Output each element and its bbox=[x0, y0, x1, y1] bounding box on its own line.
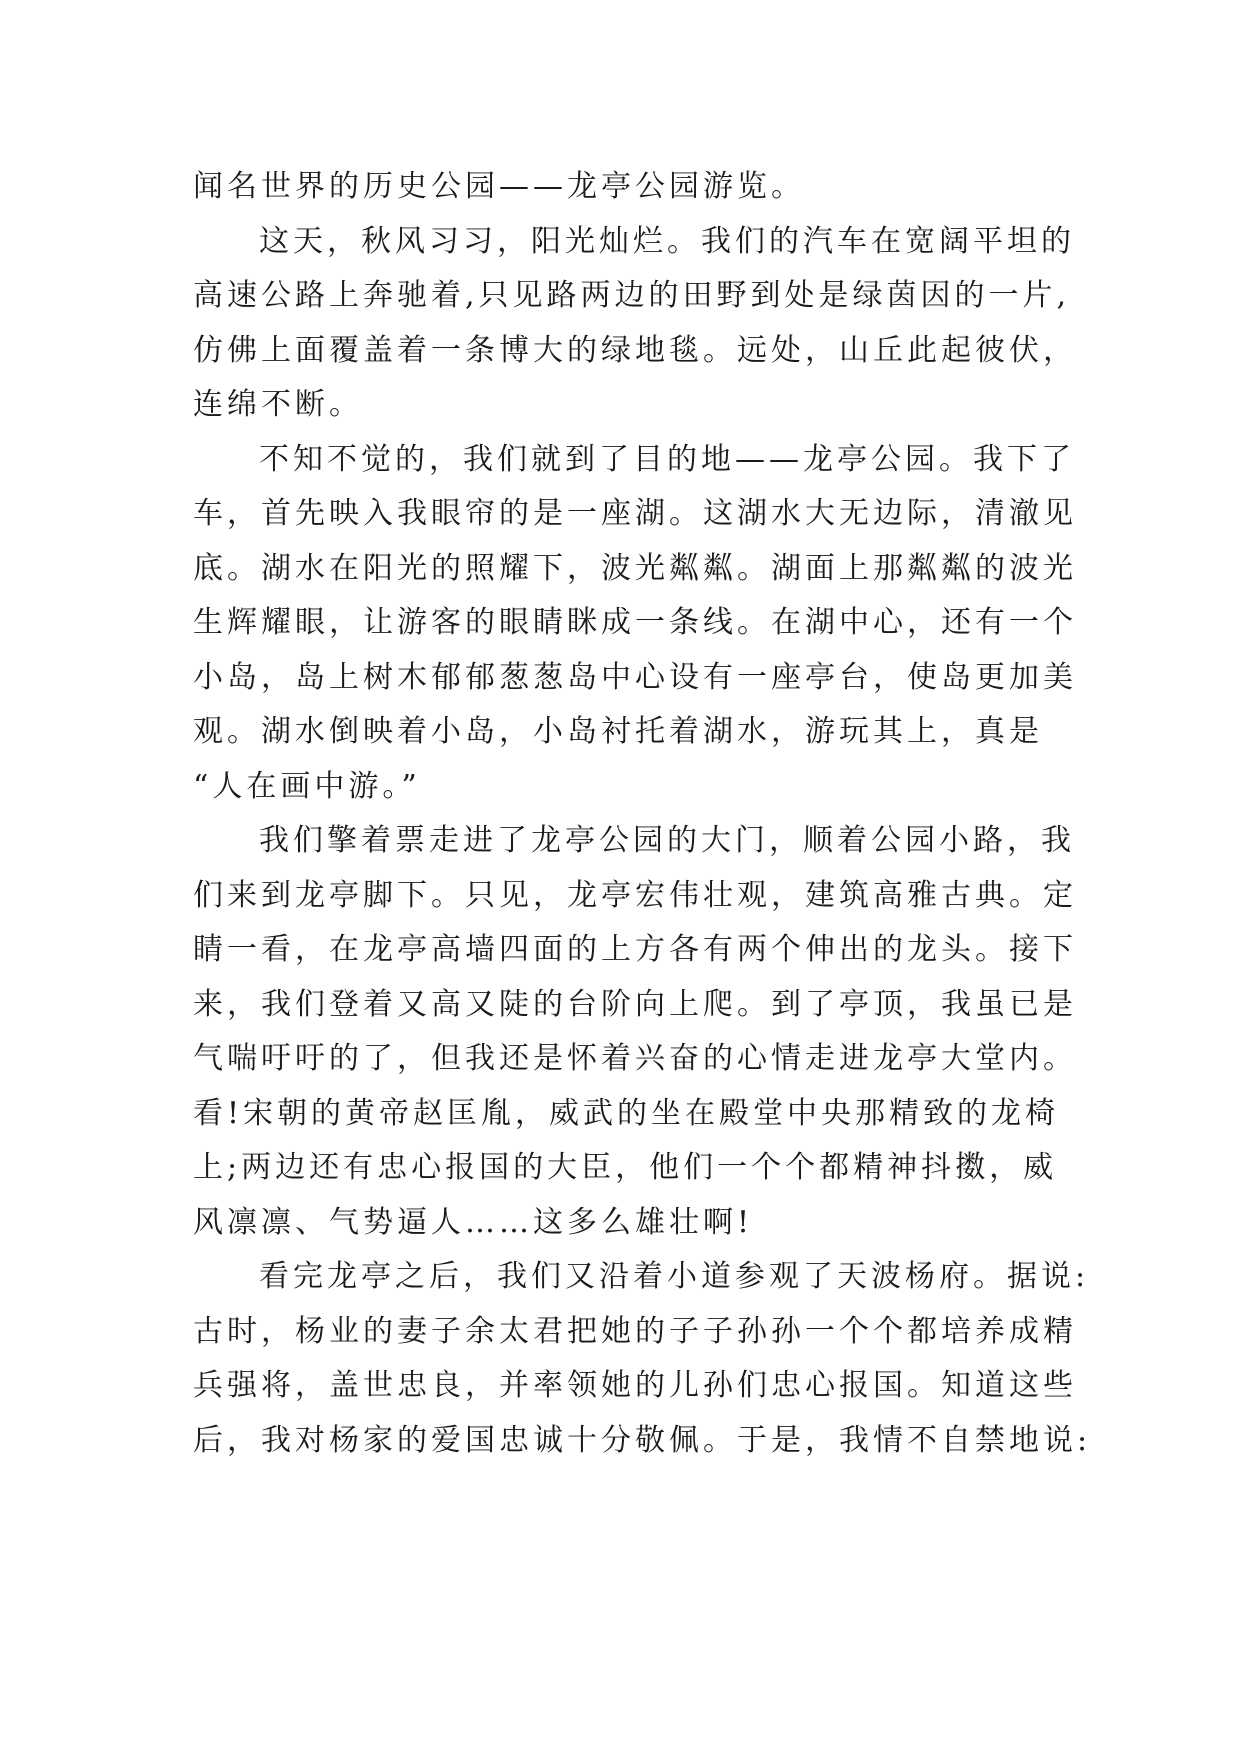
text-line: 车，首先映入我眼帘的是一座湖。这湖水大无边际，清澈见 bbox=[193, 496, 1077, 531]
text-line: 生辉耀眼，让游客的眼睛眯成一条线。在湖中心，还有一个 bbox=[193, 605, 1077, 640]
text-line: 仿佛上面覆盖着一条博大的绿地毯。远处，山丘此起彼伏， bbox=[193, 332, 1077, 368]
text-line: 底。湖水在阳光的照耀下，波光粼粼。湖面上那粼粼的波光 bbox=[193, 550, 1077, 586]
text-line: “人在画中游。” bbox=[193, 768, 421, 804]
text-line: 观。湖水倒映着小岛，小岛衬托着湖水，游玩其上，真是 bbox=[193, 714, 1043, 749]
text-line: 小岛，岛上树木郁郁葱葱岛中心设有一座亭台，使岛更加美 bbox=[193, 659, 1077, 695]
paragraph-first-line: 看完龙亭之后，我们又沿着小道参观了天波杨府。据说: bbox=[259, 1259, 1090, 1294]
paragraph-first-line: 不知不觉的，我们就到了目的地——龙亭公园。我下了 bbox=[259, 441, 1075, 477]
text-line: 来，我们登着又高又陡的台阶向上爬。到了亭顶，我虽已是 bbox=[193, 986, 1077, 1022]
text-line: 看!宋朝的黄帝赵匡胤，威武的坐在殿堂中央那精致的龙椅 bbox=[193, 1095, 1060, 1131]
text-line: 上;两边还有忠心报国的大臣，他们一个个都精神抖擞，威 bbox=[193, 1150, 1058, 1185]
paragraph-first-line: 这天，秋风习习，阳光灿烂。我们的汽车在宽阔平坦的 bbox=[259, 223, 1075, 259]
text-line: 闻名世界的历史公园——龙亭公园游览。 bbox=[193, 169, 805, 204]
text-line: 后，我对杨家的爱国忠诚十分敬佩。于是，我情不自禁地说: bbox=[193, 1422, 1092, 1458]
text-line: 们来到龙亭脚下。只见，龙亭宏伟壮观，建筑高雅古典。定 bbox=[193, 877, 1077, 913]
text-line: 风凛凛、气势逼人……这多么雄壮啊! bbox=[193, 1204, 754, 1240]
text-line: 睛一看，在龙亭高墙四面的上方各有两个伸出的龙头。接下 bbox=[193, 932, 1077, 967]
text-line: 连绵不断。 bbox=[193, 387, 363, 422]
text-line: 古时，杨业的妻子余太君把她的子子孙孙一个个都培养成精 bbox=[193, 1313, 1077, 1349]
text-line: 兵强将，盖世忠良，并率领她的儿孙们忠心报国。知道这些 bbox=[193, 1368, 1077, 1403]
text-line: 高速公路上奔驰着,只见路两边的田野到处是绿茵因的一片, bbox=[193, 278, 1071, 313]
paragraph-first-line: 我们擎着票走进了龙亭公园的大门，顺着公园小路，我 bbox=[259, 823, 1075, 858]
text-line: 气喘吁吁的了，但我还是怀着兴奋的心情走进龙亭大堂内。 bbox=[193, 1041, 1077, 1076]
essay-text bbox=[193, 160, 1093, 1468]
